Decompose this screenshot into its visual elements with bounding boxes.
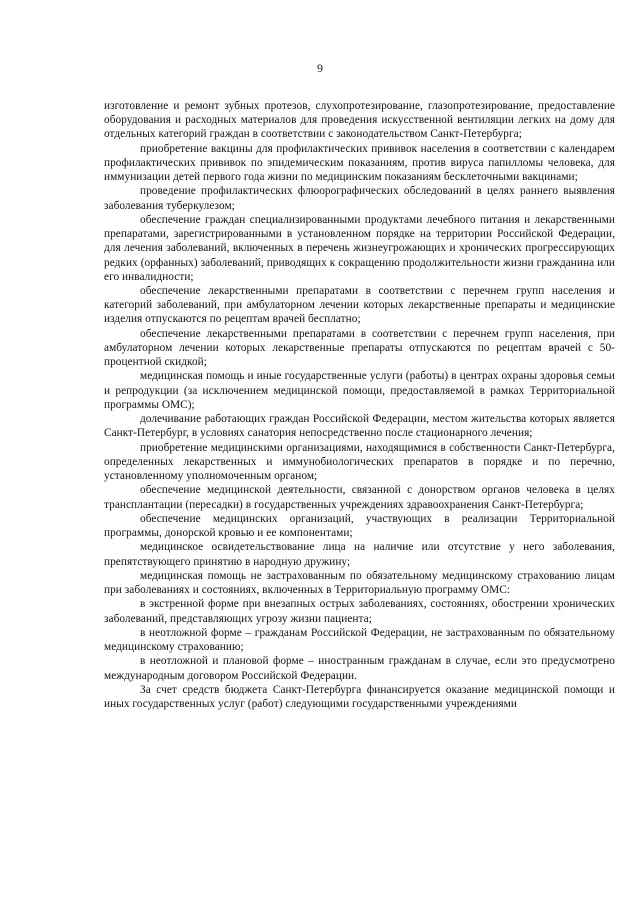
- paragraph: изготовление и ремонт зубных протезов, слухопротезирование, глазопротезирование, предоставление оборудования и расходных материалов для проведения искусственной вентиляции легких на дому для отдельных категорий граждан в соответствии с законодательством Санкт-Петербурга;: [104, 100, 615, 141]
- paragraph: медицинское освидетельствование лица на наличие или отсутствие у него заболевания, препятствующего принятию в народную дружину;: [104, 541, 615, 568]
- paragraph: проведение профилактических флюорографических обследований в целях раннего выявления заболевания туберкулезом;: [104, 185, 615, 212]
- paragraph: долечивание работающих граждан Российской Федерации, местом жительства которых является Санкт-Петербург, в условиях санатория непосредственно после стационарного лечения;: [104, 413, 615, 440]
- paragraph: приобретение медицинскими организациями, находящимися в собственности Санкт-Петербурга, определенных лекарственных и иммунобиологических препаратов в порядке и по перечню, установленному уполномоченным органом;: [104, 441, 615, 483]
- paragraph: обеспечение граждан специализированными продуктами лечебного питания и лекарственными препаратами, зарегистрированными в установленном порядке на территории Российской Федерации, для лечения заболеваний, включенных в перечень жизнеугрожающих и хронических прогрессирующих редких (орфанных) заболеваний, приводящих к сокращению продолжительности жизни гражданина или его инвалидности;: [104, 213, 615, 283]
- paragraph: в неотложной и плановой форме – иностранным гражданам в случае, если это предусмотрено международным договором Российской Федерации.: [104, 655, 615, 682]
- paragraph: За счет средств бюджета Санкт-Петербурга финансируется оказание медицинской помощи и иных государственных услуг (работ) следующими государственными учреждениями: [104, 683, 615, 711]
- paragraph: обеспечение лекарственными препаратами в соответствии с перечнем групп населения, при амбулаторном лечении которых лекарственные препараты отпускаются по рецептам врачей с 50-процентной скидкой;: [104, 327, 615, 369]
- paragraph: обеспечение медицинской деятельности, связанной с донорством органов человека в целях трансплантации (пересадки) в государственных учреждениях здравоохранения Санкт-Петербурга;: [104, 484, 615, 511]
- page-number: 9: [317, 61, 323, 75]
- paragraph: медицинская помощь и иные государственные услуги (работы) в центрах охраны здоровья семьи и репродукции (за исключением медицинской помощи, предоставляемой в рамках Территориальной программы ОМС);: [104, 370, 615, 411]
- paragraph: в экстренной форме при внезапных острых заболеваниях, состояниях, обострении хронических заболеваний, представляющих угрозу жизни пациента;: [104, 598, 615, 625]
- paragraph: обеспечение лекарственными препаратами в соответствии с перечнем групп населения и категорий заболеваний, при амбулаторном лечении которых лекарственные препараты и медицинские изделия отпускаются по рецептам врачей бесплатно;: [104, 285, 615, 326]
- paragraph: обеспечение медицинских организаций, участвующих в реализации Территориальной программы, донорской кровью и ее компонентами;: [104, 512, 615, 540]
- paragraph: приобретение вакцины для профилактических прививок населения в соответствии с календарем профилактических прививок по эпидемическим показаниям, против вируса папилломы человека, для иммунизации детей первого года жизни по медицинским показаниям бесклеточными вакцинами;: [104, 142, 615, 184]
- body-text: [104, 99, 615, 711]
- paragraph: медицинская помощь не застрахованным по обязательному медицинскому страхованию лицам при заболеваниях и состояниях, включенных в Территориальную программу ОМС:: [104, 569, 615, 597]
- paragraph: в неотложной форме – гражданам Российской Федерации, не застрахованным по обязательному медицинскому страхованию;: [104, 626, 615, 654]
